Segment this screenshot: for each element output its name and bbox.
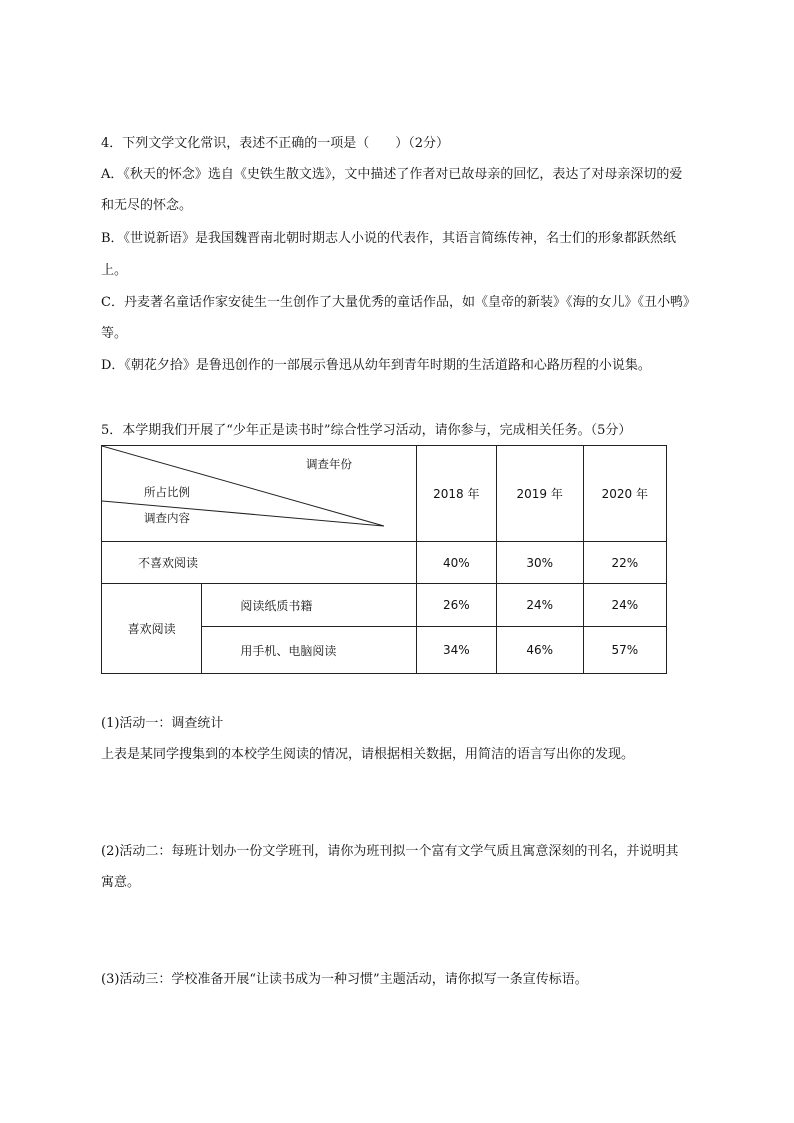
q4-option-a-cont: 和无尽的怀念。 xyxy=(101,198,193,213)
q4-option-b: B．《世说新语》是我国魏晋南北朝时期志人小说的代表作，其语言简练传神，名士们的形象都跃然纸 xyxy=(101,231,677,246)
q4-option-c: C．丹麦著名童话作家安徒生一生创作了大量优秀的童话作品，如《皇帝的新装》《海的女儿》《丑小鸭》 xyxy=(101,295,696,310)
table-cell: 57% xyxy=(583,627,666,674)
activity1-title: (1)活动一：调查统计 xyxy=(101,716,224,731)
row-label-paper: 阅读纸质书籍 xyxy=(202,584,416,627)
table-cell: 24% xyxy=(583,584,666,627)
table-cell: 30% xyxy=(496,542,583,584)
year-2020-header: 2020 年 xyxy=(583,446,666,542)
activity3-text: (3)活动三：学校准备开展“让读书成为一种习惯”主题活动，请你拟写一条宣传标语。 xyxy=(101,972,588,987)
table-row xyxy=(102,542,667,584)
q4-stem: 4．下列文学文化常识，表述不正确的一项是（ ）（2分） xyxy=(101,136,450,151)
table-row xyxy=(102,584,667,627)
diag-label-content: 调查内容 xyxy=(144,511,190,525)
diag-label-ratio: 所占比例 xyxy=(144,485,190,499)
table-cell: 46% xyxy=(496,627,583,674)
table-cell: 26% xyxy=(416,584,496,627)
activity2-text: (2)活动二：每班计划办一份文学班刊，请你为班刊拟一个富有文学气质且寓意深刻的刊名，并说明其 xyxy=(101,844,679,859)
row-label-digital: 用手机、电脑阅读 xyxy=(202,627,416,674)
q4-option-a: A．《秋天的怀念》选自《史铁生散文选》，文中描述了作者对已故母亲的回忆，表达了对母亲深切的爱 xyxy=(101,167,683,182)
q4-option-d: D．《朝花夕拾》是鲁迅创作的一部展示鲁迅从幼年到青年时期的生活道路和心路历程的小说集。 xyxy=(101,358,651,373)
year-2019-header: 2019 年 xyxy=(496,446,583,542)
table-cell: 34% xyxy=(416,627,496,674)
diagonal-header-cell xyxy=(102,446,417,542)
table-cell: 40% xyxy=(416,542,496,584)
survey-table xyxy=(101,445,667,674)
q5-stem: 5．本学期我们开展了“少年正是读书时”综合性学习活动，请你参与，完成相关任务。（5分） xyxy=(101,423,632,438)
activity2-text-cont: 寓意。 xyxy=(101,875,141,890)
activity1-text: 上表是某同学搜集到的本校学生阅读的情况，请根据相关数据，用简洁的语言写出你的发现。 xyxy=(101,747,635,762)
q4-option-c-cont: 等。 xyxy=(101,326,128,341)
row-label-like: 喜欢阅读 xyxy=(102,584,202,674)
table-cell: 24% xyxy=(496,584,583,627)
q4-option-b-cont: 上。 xyxy=(101,263,128,278)
year-2018-header: 2018 年 xyxy=(416,446,496,542)
diag-label-year: 调查年份 xyxy=(306,457,352,471)
row-label-dislike: 不喜欢阅读 xyxy=(102,542,417,584)
table-cell: 22% xyxy=(583,542,666,584)
